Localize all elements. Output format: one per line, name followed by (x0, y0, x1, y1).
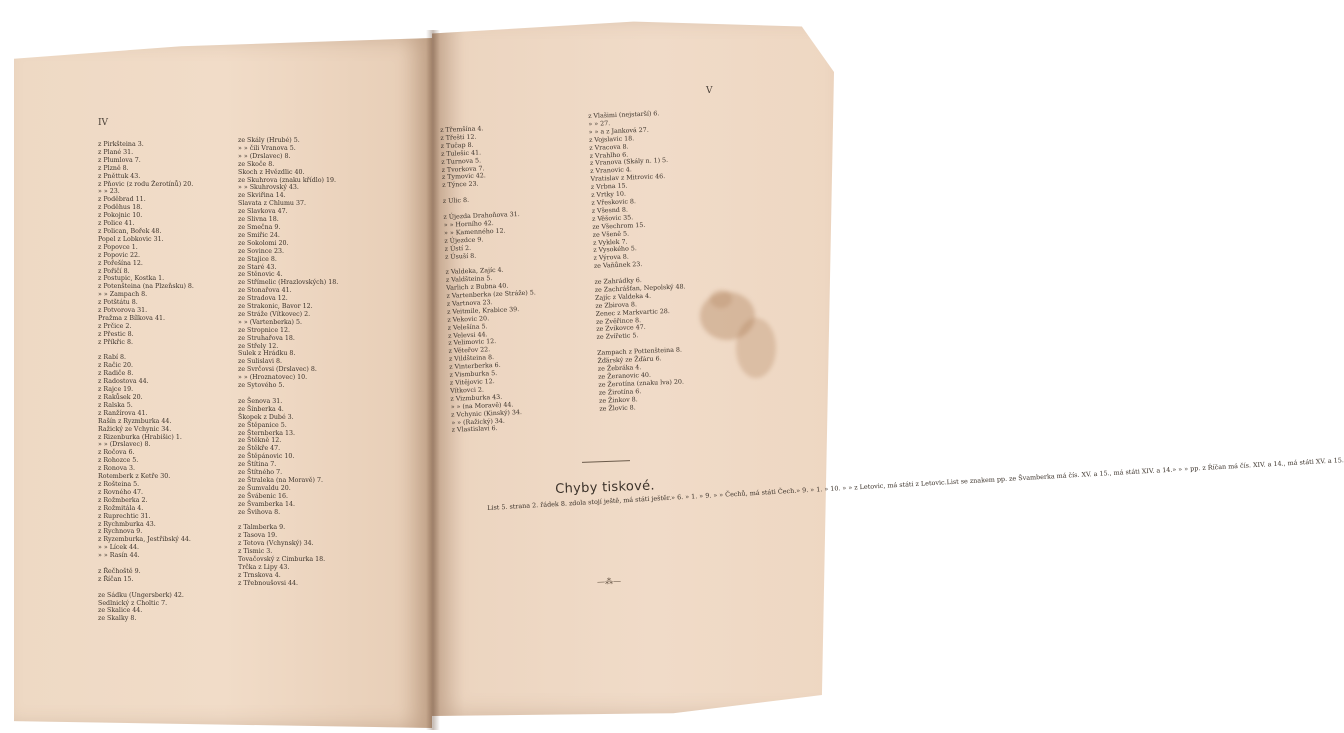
index-entry: z Týnce 23. (442, 180, 479, 190)
index-entry: z Vitějovic 12. (449, 378, 495, 387)
index-entry: z Veitmile, Krabice 39. (446, 305, 520, 316)
index-entry: z Vartenberka (ze Stráže) 5. (446, 289, 536, 300)
index-entry: ze Skalice 44. (98, 607, 143, 615)
index-entry: » » (Vartenberka) 5. (238, 318, 303, 326)
index-column-left-1 (98, 141, 194, 623)
index-entry: List se znakem pp. ze Švamberka má čís. XV. a 15., má státi XIV. a 14. (946, 465, 1173, 487)
index-entry: » » Zampach 8. (98, 291, 148, 299)
index-entry: z Přestic 8. (98, 330, 134, 338)
index-entry: ze Žerotína (znaku lva) 20. (598, 378, 685, 389)
book-gutter (426, 30, 440, 730)
index-entry: z Rychmburka 43. (98, 520, 156, 528)
index-entry: z Vranova (Skály n. 1) 5. (589, 157, 669, 168)
index-entry: ze Zahrádky 6. (594, 277, 643, 286)
index-entry: z Vizmburka 43. (450, 393, 503, 403)
index-entry: z Tučap 8. (440, 141, 474, 150)
index-entry: z Postupic, Kostka 1. (98, 275, 165, 283)
index-entry: » » (Ražický) 34. (451, 417, 505, 427)
index-entry: Trčka z Lipy 43. (238, 563, 290, 571)
index-column-right-2 (588, 110, 690, 414)
index-entry: z Úsuší 8. (444, 252, 477, 261)
index-entry: z Pněttuk 43. (98, 172, 141, 180)
index-entry: Rašín z Ryzmburka 44. (98, 417, 172, 425)
index-entry: » » Kamenného 12. (443, 227, 506, 237)
index-entry: ze Sytového 5. (238, 382, 285, 390)
index-entry: z Vlašimi (nejstarší) 6. (588, 110, 660, 120)
index-entry: z Rohozce 5. (98, 457, 139, 465)
index-entry: Zenec z Markvartic 28. (595, 307, 670, 318)
index-entry: Vratislav z Mitrovic 46. (590, 173, 666, 184)
page-number-left: IV (98, 118, 109, 128)
index-entry: z Rožmberka 2. (98, 496, 148, 504)
index-entry: z Rovného 47. (98, 488, 144, 496)
index-entry: ze Švamberka 14. (238, 500, 295, 508)
index-entry: ze Skály (Hrubé) 5. (238, 137, 300, 144)
index-entry: ze Šenova 31. (238, 397, 283, 405)
index-entry: z Vinterberka 6. (449, 362, 501, 372)
index-entry: ze Žebráka 4. (597, 364, 642, 373)
index-entry: z Rajce 19. (98, 386, 134, 394)
index-entry: ze Stropnice 12. (238, 326, 291, 334)
index-entry: Tovačovský z Cimburka 18. (238, 556, 326, 564)
index-entry: » » a z Janková 27. (588, 126, 649, 136)
index-entry: Popel z Lobkovic 31. (98, 235, 164, 243)
index-entry (238, 517, 338, 525)
index-entry: z Újezda Drahoňova 31. (443, 210, 520, 221)
index-entry (238, 390, 338, 398)
index-entry: z Vlastislavi 6. (451, 425, 498, 435)
index-entry (98, 584, 194, 592)
index-entry: Rotemberk z Ketře 30. (98, 473, 171, 481)
index-entry: z Říčan 15. (98, 575, 134, 583)
index-entry: z Račic 20. (98, 362, 134, 370)
index-entry: » » (Drslavec) 8. (238, 152, 291, 160)
index-entry: z Talmberka 9. (238, 524, 286, 532)
index-entry: ze Stráže (Vítkovec) 2. (238, 310, 311, 318)
index-entry: z Vrtky 10. (591, 190, 627, 199)
index-entry: ze Slavkova 47. (238, 208, 288, 216)
water-stain (710, 290, 732, 308)
index-entry: z Rizenburka (Hrabišic) 1. (98, 433, 182, 441)
index-entry: z Polican, Bořek 48. (98, 227, 162, 235)
index-entry: ze Stěnovic 4. (238, 271, 283, 279)
index-column-left-2 (238, 137, 338, 588)
index-entry: z Velešína 5. (447, 322, 488, 332)
index-column-right-1 (440, 124, 541, 436)
index-entry: z Pořešína 12. (98, 259, 143, 267)
index-entry: z Vojslavic 18. (588, 134, 635, 144)
index-entry: ze Sovince 23. (238, 247, 285, 255)
index-entry: » » Skuhrovský 43. (238, 184, 299, 192)
index-entry: z Pokojnic 10. (98, 212, 143, 220)
index-entry: z Plumlova 7. (98, 156, 141, 164)
index-entry: ze Štítina 7. (238, 461, 277, 469)
index-entry: z Řečhoště 9. (98, 567, 141, 575)
index-entry: z Police 41. (98, 220, 135, 228)
index-entry: z Radostova 44. (98, 378, 149, 386)
index-entry: z Ročova 6. (98, 449, 135, 457)
index-entry: ze Štraleka (na Moravě) 7. (238, 476, 323, 484)
index-entry: z Valdšteina 5. (445, 275, 493, 285)
index-entry: ze Vaňůnek 23. (593, 261, 643, 271)
index-entry: z Rožmitála 4. (98, 504, 144, 512)
index-entry: » » Lícek 44. (98, 544, 139, 552)
index-entry: z Rakůsek 20. (98, 394, 143, 401)
index-entry: ze Štěpánovic 10. (238, 453, 295, 461)
errata-heading: Chyby tiskové. (555, 478, 656, 497)
index-entry: » » Horního 42. (443, 219, 494, 229)
index-entry: ze Skviřina 14. (238, 192, 286, 200)
index-entry: z Tismic 3. (238, 548, 273, 556)
index-entry: ze Švihova 8. (238, 508, 281, 516)
index-entry: ze Štěkře 47. (238, 445, 281, 453)
index-entry: z Pořičí 8. (98, 267, 130, 275)
index-entry: z Ústí 2. (444, 244, 472, 253)
index-entry: ze Stradova 12. (238, 295, 288, 303)
index-entry: » » » pp. z Říčan má čís. XIV. a 14., má státi XV. a 15. (1172, 456, 1344, 474)
index-entry: z Popovic 22. (98, 251, 141, 259)
index-entry: z Turnova 5. (441, 157, 482, 166)
index-entry: Skoch z Hvězdlic 40. (238, 168, 305, 176)
index-entry: z Tetova (Vchynský) 34. (238, 540, 314, 548)
index-entry: z Příkřic 8. (98, 338, 133, 346)
index-entry: » 6. » 1. » 9. » » Čechů, má státi Čech. (670, 486, 797, 502)
index-entry: z Tvorkova 7. (441, 164, 485, 174)
index-entry: ze Žlovic 8. (599, 403, 636, 413)
index-entry: ze Zbirova 8. (595, 301, 638, 310)
index-entry: z Výrova 8. (593, 253, 630, 263)
index-entry: ze Zachrášťan, Nepolský 48. (594, 283, 686, 294)
index-entry: ze Skuhrova (znaku křídlo) 19. (238, 176, 337, 184)
index-entry: ze Skalky 8. (98, 615, 137, 623)
index-entry: ze Skoče 8. (238, 160, 275, 168)
index-entry: z Újezdce 9. (444, 236, 484, 245)
index-entry: z Ruprechtic 31. (98, 512, 151, 520)
index-entry: z Vchynic (Kinský) 34. (450, 408, 523, 419)
index-entry: » 9. » 1. » 10. » » z Letovic, má státi z Letovic. (796, 478, 947, 495)
index-entry: z Ulic 8. (442, 197, 470, 206)
index-entry: z Pňovic (z rodu Žerotínů) 20. (98, 180, 194, 188)
index-entry: ze Sulislavi 8. (238, 358, 283, 366)
index-entry: z Vildšteina 8. (448, 354, 495, 364)
index-entry: ze Sádku (Ungersberk) 42. (98, 591, 184, 599)
index-entry: z Ronova 3. (98, 465, 136, 473)
index-entry: z Třebnoušovsi 44. (238, 579, 299, 587)
index-entry: z Vyklek 7. (592, 238, 628, 247)
index-entry: z Popovce 1. (98, 243, 138, 251)
index-entry: z Ryzemburka, Jestřibský 44. (98, 536, 191, 544)
index-entry: z Vartnova 23. (446, 299, 493, 308)
index-entry: Vítkovci 2. (450, 386, 485, 395)
index-entry: z Velevsi 44. (447, 330, 488, 340)
index-entry: z Všesnd 8. (591, 206, 629, 215)
index-entry: z Vrahlho 6. (589, 151, 629, 160)
index-entry: Pražma z Bílkova 41. (98, 314, 165, 322)
index-entry: ze Smiřic 24. (238, 231, 280, 239)
index-entry: Ražický ze Vchynic 34. (98, 425, 172, 433)
index-entry: » » (Drslavec) 8. (98, 441, 151, 449)
index-entry: ze Štítného 7. (238, 469, 283, 477)
index-entry: ze Šternberka 13. (238, 429, 296, 437)
index-entry: » » Rasín 44. (98, 552, 140, 560)
index-entry: z Plzně 8. (98, 164, 129, 172)
index-entry: List 5. strana 2. řádek 8. zdola stojí ještě, má státi ještěr. (487, 493, 672, 512)
index-entry: z Rychnova 9. (98, 528, 143, 536)
index-entry (98, 347, 194, 355)
water-stain (736, 318, 776, 378)
index-entry: z Vysokého 5. (593, 245, 637, 255)
index-entry: z Třemšína 4. (440, 125, 484, 134)
index-entry: ze Zvěřince 8. (595, 316, 642, 326)
index-entry: ze Střely 12. (238, 342, 279, 350)
index-entry: » » 23. (98, 188, 120, 196)
index-entry: ze Všeně 5. (592, 230, 630, 239)
index-entry: ze Struhařova 18. (238, 334, 295, 342)
index-entry: z Prčice 2. (98, 322, 132, 330)
index-entry: z Radiče 8. (98, 370, 134, 378)
index-entry: z Vřeskovic 8. (591, 198, 637, 207)
index-entry: z Valdeka, Zajíc 4. (445, 266, 504, 277)
index-entry: » » 27. (588, 120, 611, 128)
index-entry: ze Zvikovce 47. (596, 324, 646, 334)
index-entry: ze Šínberka 4. (238, 405, 284, 413)
index-entry: z Vrbna 15. (590, 182, 628, 192)
index-entry: z Poděhus 18. (98, 204, 143, 212)
index-entry: ze Sokolomi 20. (238, 239, 289, 247)
index-entry: z Trnskova 4. (238, 571, 281, 579)
index-entry: z Věteřov 22. (448, 346, 491, 356)
index-entry: ze Žirotína 6. (598, 387, 642, 397)
index-entry (98, 560, 194, 568)
index-entry: ze Všechrom 15. (592, 221, 646, 231)
index-entry: Zampach z Pottenšteina 8. (597, 346, 683, 358)
closing-ornament: —⁂— (596, 576, 622, 587)
index-entry: ze Svrčovsi (Drslavec) 8. (238, 366, 317, 374)
index-entry: ze Staré 43. (238, 263, 277, 271)
index-entry: Žďárský ze Žďáru 6. (597, 355, 662, 365)
index-entry: z Ralska 5. (98, 401, 133, 409)
index-entry: Varlich z Bubna 40. (446, 282, 509, 293)
index-entry: z Ranžírova 41. (98, 409, 148, 417)
index-entry: z Tymovic 42. (441, 172, 487, 182)
page-number-right: V (706, 86, 713, 96)
index-entry: Slavata z Chlumu 37. (238, 200, 306, 208)
index-entry: z Tulešic 41. (440, 149, 482, 158)
index-entry: Škopek z Dubé 3. (238, 413, 294, 421)
index-entry: z Plané 31. (98, 148, 134, 156)
index-entry: z Pirkšteina 3. (98, 141, 144, 148)
index-entry: z Potenšteina (na Plzeňsku) 8. (98, 283, 194, 291)
index-entry: z Velimovic 12. (448, 338, 497, 348)
index-entry: z Potštátu 8. (98, 299, 138, 307)
index-entry: z Třešti 12. (440, 133, 477, 142)
index-entry: ze Šumvaldu 20. (238, 484, 291, 492)
index-entry: z Rošteina 5. (98, 480, 140, 488)
index-entry: z Vismburka 5. (449, 370, 498, 379)
index-entry: Sulek z Hrádku 8. (238, 350, 296, 358)
index-entry: » » (Hroznatovec) 10. (238, 374, 308, 382)
index-entry: z Vekovic 20. (447, 315, 490, 324)
index-entry: ze Stonařova 41. (238, 287, 292, 295)
index-entry: z Poděbrad 11. (98, 196, 146, 204)
index-entry: Zajíc z Valdeka 4. (594, 292, 652, 302)
left-page (14, 38, 432, 728)
index-entry: z Tasova 19. (238, 532, 278, 540)
index-entry: z Věšovic 35. (591, 214, 634, 223)
index-entry: ze Smečna 9. (238, 223, 281, 231)
index-entry: ze Žeranovic 40. (598, 371, 652, 381)
index-entry: ze Žinkov 8. (598, 395, 638, 405)
index-entry: ze Slivna 18. (238, 216, 279, 224)
index-entry: ze Štěkně 12. (238, 437, 282, 445)
index-entry: ze Štěpanice 5. (238, 421, 287, 429)
index-entry: ze Strakonic, Bavor 12. (238, 303, 313, 311)
index-entry: z Vranovic 4. (590, 166, 632, 176)
index-entry: z Potvorova 31. (98, 307, 148, 315)
index-entry: ze Stajice 8. (238, 255, 277, 263)
index-entry: ze Zvířetic 5. (596, 332, 639, 342)
index-entry: Sedlnický z Choltic 7. (98, 599, 168, 607)
index-entry: ze Švábenic 16. (238, 492, 289, 500)
index-entry: ze Střímelic (Hrazlovských) 18. (238, 279, 339, 287)
index-entry: z Vracova 8. (589, 143, 629, 152)
index-entry: » » čili Vranova 5. (238, 144, 296, 152)
index-entry: z Rabí 8. (98, 354, 127, 362)
index-entry: » » (na Moravě) 44. (450, 401, 514, 411)
